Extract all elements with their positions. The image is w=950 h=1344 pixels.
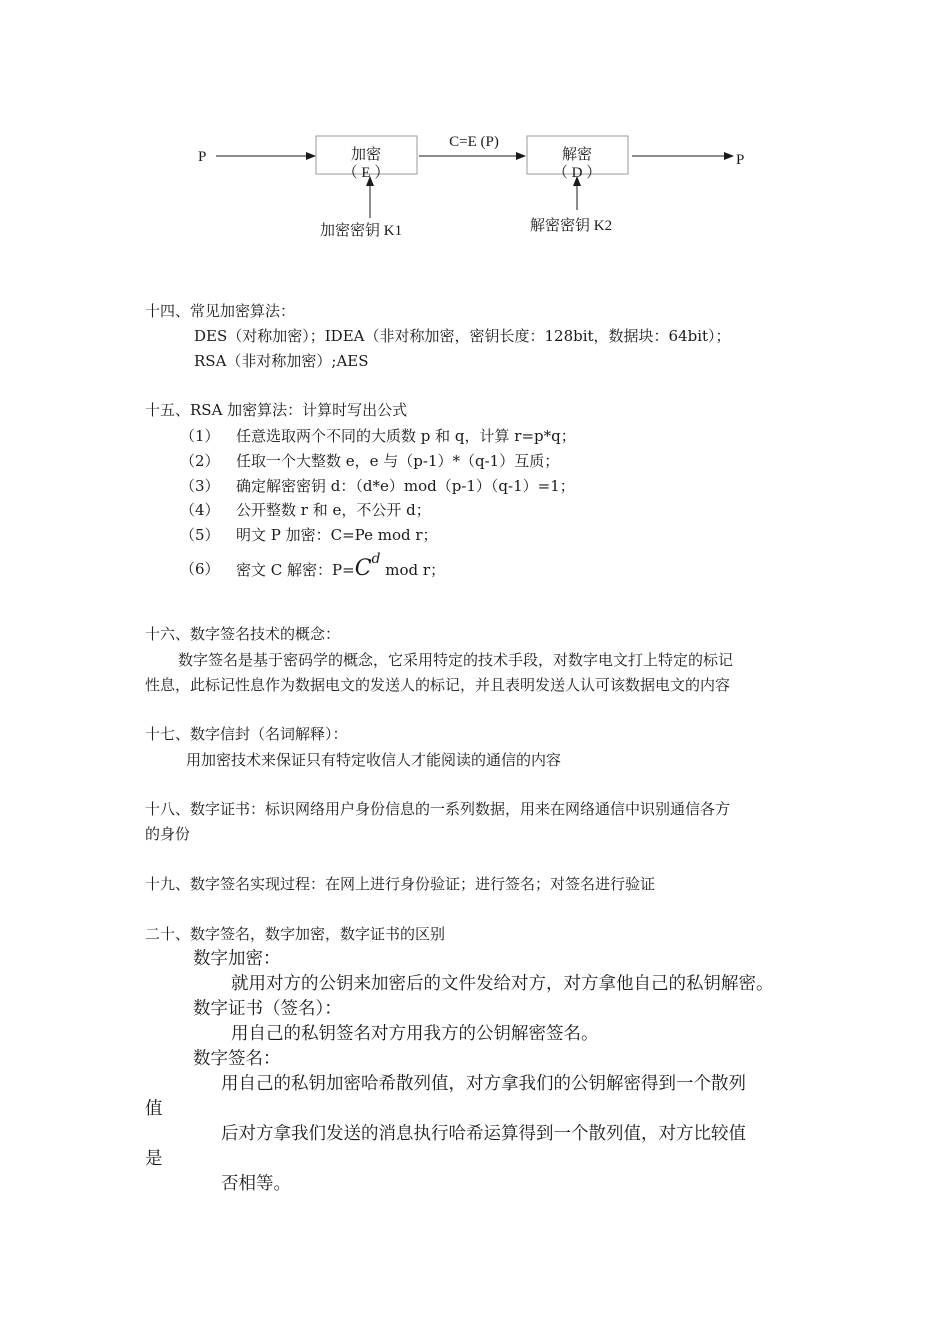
formula-c: C [354,556,372,581]
section-18-line-2: 的身份 [145,825,191,843]
step-2-text: 任取一个大整数 e，e 与（p-1）*（q-1）互质； [236,452,560,470]
step-2-number: （2） [180,452,220,470]
section-14-line-2: RSA（非对称加密）;AES [194,352,369,370]
formula-d-exponent: d [371,551,381,567]
section-17-line-1: 用加密技术来保证只有特定收信人才能阅读的通信的内容 [186,751,562,769]
encryption-flow-diagram [0,0,950,260]
section-19-line-1: 十九、数字签名实现过程：在网上进行身份验证；进行签名；对签名进行验证 [145,875,656,893]
digital-encryption-title: 数字加密： [193,949,281,969]
ciphertext-label: C=E (P) [449,134,499,150]
step-3-text: 确定解密密钥 d：（d*e）mod（p-1）（q-1）=1； [236,477,575,495]
encrypt-box-label: 加密 [350,147,382,163]
step-5-number: （5） [180,526,220,544]
section-14-heading: 十四、常见加密算法： [145,302,296,320]
decrypt-key-label: 解密密钥 K2 [530,218,613,234]
plaintext-input-label: P [198,149,207,165]
digital-signature-line-1: 用自己的私钥加密哈希散列值，对方拿我们的公钥解密得到一个散列 [221,1074,746,1094]
step-4-number: （4） [180,501,220,519]
section-16-heading: 十六、数字签名技术的概念： [145,625,341,643]
digital-signature-line-2-wrap: 是 [145,1149,163,1169]
digital-certificate-title: 数字证书（签名）： [193,999,342,1019]
section-16-line-1: 数字签名是基于密码学的概念，它采用特定的技术手段，对数字电文打上特定的标记 [178,651,734,669]
digital-certificate-text: 用自己的私钥签名对方用我方的公钥解密签名。 [231,1024,599,1044]
step-3-number: （3） [180,477,220,495]
step-1-text: 任意选取两个不同的大质数 p 和 q，计算 r=p*q； [236,427,576,445]
encrypt-key-label: 加密密钥 K1 [320,223,403,239]
decrypt-box-label: 解密 [561,147,593,163]
digital-signature-line-3: 否相等。 [221,1174,291,1194]
section-15-heading: 十五、RSA 加密算法：计算时写出公式 [145,401,408,419]
step-4-text: 公开整数 r 和 e，不公开 d； [236,501,431,519]
section-20-heading: 二十、数字签名，数字加密，数字证书的区别 [145,925,446,943]
section-14-line-1: DES（对称加密）；IDEA（非对称加密，密钥长度：128bit，数据块：64bit）； [194,327,731,345]
section-17-heading: 十七、数字信封（名词解释）： [145,725,348,743]
plaintext-output-label: P [736,152,745,168]
step-6-text [236,551,446,581]
section-18-line-1: 十八、数字证书：标识网络用户身份信息的一系列数据，用来在网络通信中识别通信各方 [145,800,731,818]
step-6-number: （6） [180,560,220,578]
digital-signature-line-2: 后对方拿我们发送的消息执行哈希运算得到一个散列值，对方比较值 [221,1124,746,1144]
digital-signature-line-1-wrap: 值 [145,1099,163,1119]
digital-encryption-text: 就用对方的公钥来加密后的文件发给对方，对方拿他自己的私钥解密。 [231,974,774,994]
step-6-suffix: mod r； [380,561,446,579]
step-5-text: 明文 P 加密：C=Pe mod r； [236,526,438,544]
digital-signature-title: 数字签名： [193,1049,281,1069]
decrypt-box-symbol: （ D ） [552,165,602,181]
step-6-prefix: 密文 C 解密：P= [236,561,355,579]
step-1-number: （1） [180,427,220,445]
section-16-line-2: 性息，此标记性息作为数据电文的发送人的标记，并且表明发送人认可该数据电文的内容 [145,676,731,694]
encrypt-box-symbol: （ E ） [342,165,390,181]
